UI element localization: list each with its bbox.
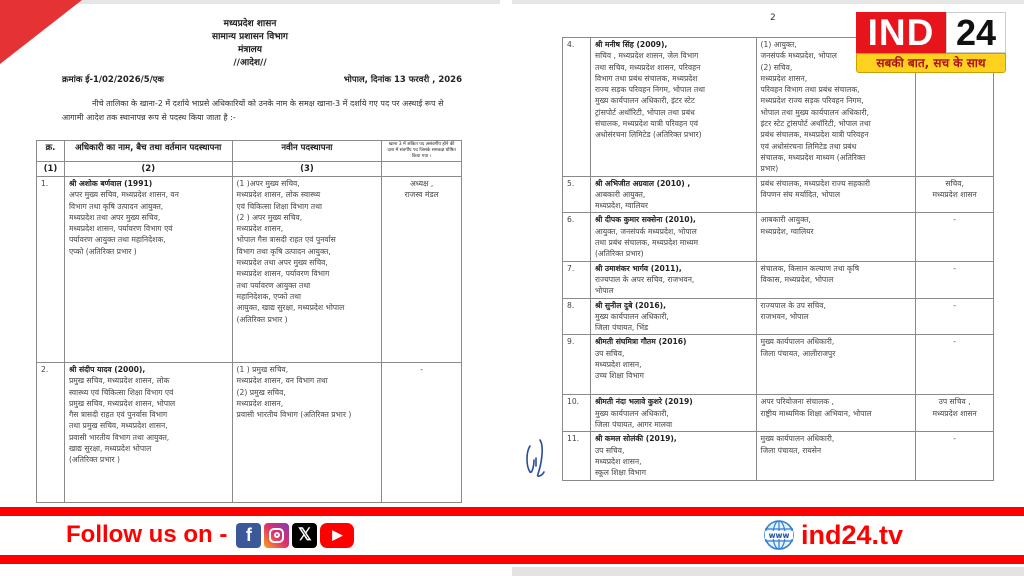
officer-name: श्री संदीप यादव (2000), [68, 365, 146, 374]
officer-name: श्रीमती नंदा भलावे कुशरे (2019) [594, 397, 693, 407]
new-line: परिवहन विभाग तथा प्रबंध संचालक, [760, 85, 860, 95]
new-line: विकास, मध्यप्रदेश, भोपाल [760, 274, 834, 284]
new-line: मुख्य कार्यपालन अधिकारी, [760, 434, 835, 444]
website-url[interactable]: ind24.tv [801, 519, 904, 550]
equiv-line: मध्यप्रदेश शासन [932, 189, 977, 199]
gov-header-line1: मध्यप्रदेश शासन [223, 19, 277, 29]
current-line: मुख्य कार्यपालन अधिकारी, इंटर स्टेट [594, 96, 695, 106]
current-line: सचिव , मध्यप्रदेश शासन, जेल विभाग [594, 51, 699, 61]
row-sno: 7. [563, 261, 591, 298]
row-officer [590, 298, 756, 335]
officer-name: श्री दीपक कुमार सक्सेना (2010), [594, 215, 696, 225]
current-line: मध्यप्रदेश शासन, [594, 456, 642, 466]
colnum-4 [382, 162, 462, 177]
current-line: मध्यप्रदेश शासन, पर्यावरण विभाग एवं [68, 224, 173, 234]
new-line: जनसंपर्क मध्यप्रदेश, भोपाल [760, 51, 837, 61]
colnum-3: (3) [232, 162, 382, 177]
row-equivalent [382, 177, 462, 363]
table-header-row [37, 141, 462, 162]
corner-ribbon [0, 0, 82, 64]
order-reference-row [62, 74, 462, 85]
current-line: प्रमुख सचिव, मध्यप्रदेश शासन, भोपाल [68, 398, 176, 408]
row-equivalent [382, 363, 462, 503]
row-equivalent [916, 395, 994, 432]
table-row [563, 213, 994, 261]
current-line: गैस त्रासदी राहत एवं पुनर्वास विभाग [68, 410, 168, 420]
gov-header-line3: मंत्रालय [237, 45, 262, 55]
order-place-date: भोपाल, दिनांक 13 फरवरी , 2026 [343, 75, 462, 85]
row-new-posting [756, 432, 916, 480]
row-sno: 5. [563, 176, 591, 213]
equiv-line: सचिव, [945, 178, 964, 188]
row-equivalent [916, 213, 994, 261]
officer-name: श्री अभिजीत अग्रवाल (2010) , [594, 178, 691, 188]
current-line: जिला पंचायत, आगर मालवा [594, 420, 673, 430]
page-number: 2 [770, 13, 776, 23]
new-line: जिला पंचायत, रायसेन [760, 445, 822, 455]
officer-name: श्रीमती संघमित्रा गौतम (2016) [594, 337, 687, 347]
instagram-icon[interactable] [264, 523, 289, 548]
current-line: मध्यप्रदेश शासन, [594, 360, 642, 370]
new-line: आबकारी आयुक्त, [760, 215, 811, 225]
current-line: तथा प्रबंध संचालक, मध्यप्रदेश माध्यम [594, 238, 699, 248]
row-equivalent [916, 432, 994, 480]
new-line: मध्यप्रदेश शासन, लोक स्वास्थ्य [236, 190, 321, 200]
current-line: विभाग तथा कृषि उत्पादन आयुक्त, [68, 201, 164, 211]
current-line: उप सचिव, [594, 348, 625, 358]
current-line: ट्रांसपोर्ट अथॉरिटी, भोपाल तथा प्रबंध [594, 107, 695, 117]
equiv-line: मध्यप्रदेश शासन [932, 408, 977, 418]
colnum-1: (1) [37, 162, 65, 177]
new-line: मध्यप्रदेश शासन, [760, 73, 808, 83]
posting-table-page2 [562, 37, 994, 481]
table-row [37, 177, 462, 363]
current-line: राज्य सड़क परिवहन निगम, भोपाल तथा [594, 85, 706, 95]
col-header-sno: क्र. [37, 141, 65, 162]
current-line: (अतिरिक्त प्रभार ) [68, 455, 121, 465]
signature-mark [524, 436, 548, 480]
row-officer [64, 177, 232, 363]
row-new-posting [756, 298, 916, 335]
new-line: राजभवन, भोपाल [760, 311, 809, 321]
col-header-equivalent: खाना 3 में अंकित पद असंवर्गीय होने की दशा में संवर्गीय पद जिसके समकक्ष घोषित किया गया । [382, 141, 462, 162]
row-officer [64, 363, 232, 503]
current-line: अधोसंरचना लिमिटेड (अतिरिक्त प्रभार) [594, 130, 702, 140]
new-line: विभाग तथा कृषि उत्पादन आयुक्त, [236, 246, 331, 256]
table-row [563, 176, 994, 213]
footer-banner [0, 507, 1024, 576]
current-line: प्रमुख सचिव, मध्यप्रदेश शासन, लोक [68, 376, 170, 386]
equiv-line: - [953, 263, 956, 273]
ind24-logo [856, 12, 1006, 72]
row-sno: 10. [563, 395, 591, 432]
current-line: मुख्य कार्यपालन अधिकारी, [594, 311, 669, 321]
current-line: संचालक, मध्यप्रदेश यात्री परिवहन एवं [594, 119, 699, 129]
new-line: भोपाल गैस त्रासदी राहत एवं पुनर्वास [236, 235, 336, 245]
table-row [563, 298, 994, 335]
new-line: मध्यप्रदेश, ग्वालियर [760, 226, 814, 236]
table-row [563, 432, 994, 480]
col-header-officer: अधिकारी का नाम, बैच तथा वर्तमान पदस्थापना [64, 141, 232, 162]
current-line: मध्यप्रदेश तथा अपर मुख्य सचिव, [68, 212, 161, 222]
new-line: अपर परियोजना संचालक , [760, 397, 834, 407]
posting-table-page1 [36, 140, 462, 503]
logo-ind-text: IND [856, 12, 946, 53]
follow-us-text: Follow us on - [66, 521, 228, 548]
current-line: मध्यप्रदेश, ग्वालियर [594, 201, 649, 211]
row-officer [590, 38, 756, 177]
row-new-posting [756, 261, 916, 298]
row-equivalent [916, 176, 994, 213]
svg-text:www: www [768, 531, 790, 540]
new-line: मध्यप्रदेश शासन, वन विभाग तथा [236, 376, 328, 386]
table-row [37, 363, 462, 503]
current-line: एप्को (अतिरिक्त प्रभार ) [68, 246, 137, 256]
new-line: प्रवासी भारतीय विभाग (अतिरिक्त प्रभार ) [236, 410, 352, 420]
row-new-posting [232, 177, 382, 363]
new-line: (अतिरिक्त प्रभार ) [236, 314, 288, 324]
new-line: महानिदेशक, एप्को तथा [236, 291, 302, 301]
table-row [563, 261, 994, 298]
current-line: जिला पंचायत, भिंड [594, 323, 649, 333]
current-line: तथा प्रमुख सचिव, मध्यप्रदेश शासन, [68, 421, 168, 431]
current-line: पर्यावरण आयुक्त तथा महानिदेशक, [68, 235, 166, 245]
current-line: मुख्य कार्यपालन अधिकारी, [594, 408, 669, 418]
equiv-line: अध्यक्ष , [409, 179, 434, 188]
x-icon[interactable]: 𝕏 [292, 523, 317, 548]
row-equivalent [916, 261, 994, 298]
equiv-line: - [420, 365, 424, 374]
officer-name: श्री उमाशंकर भार्गव (2011), [594, 263, 682, 273]
new-line: (2) प्रमुख सचिव, [236, 387, 286, 397]
equiv-line: - [953, 300, 956, 310]
officer-name: श्री सुनील दुबे (2016), [594, 300, 667, 310]
new-line: प्रबंध संचालक, मध्यप्रदेश यात्री परिवहन [760, 130, 869, 140]
row-officer [590, 261, 756, 298]
equiv-line: - [953, 337, 956, 347]
footer-red-bar-bottom [0, 555, 1024, 564]
new-line: आयुक्त, खाद्य सुरक्षा, मध्यप्रदेश भोपाल [236, 303, 345, 313]
row-officer [590, 176, 756, 213]
current-line: उप सचिव, [594, 445, 625, 455]
row-sno: 11. [563, 432, 591, 480]
row-officer [590, 432, 756, 480]
current-line: आबकारी आयुक्त, [594, 189, 646, 199]
row-sno: 4. [563, 38, 591, 177]
row-sno: 9. [563, 335, 591, 395]
current-line: भोपाल [594, 286, 614, 296]
instagram-camera-glyph [269, 528, 284, 543]
new-line: मध्यप्रदेश शासन, [236, 398, 284, 408]
officer-name: श्री मनीष सिंह (2009), [594, 40, 668, 49]
gov-header-line2: सामान्य प्रशासन विभाग [212, 32, 288, 42]
new-line: प्रभार) [760, 164, 779, 174]
new-line: (1 )अपर मुख्य सचिव, [236, 179, 300, 188]
col-header-new-posting: नवीन पदस्थापना [232, 141, 382, 162]
new-line: मध्यप्रदेश राज्य सड़क परिवहन निगम, [760, 96, 864, 106]
row-new-posting [756, 395, 916, 432]
equiv-line: राजस्व मंडल [404, 190, 439, 200]
row-officer [590, 335, 756, 395]
row-new-posting [756, 176, 916, 213]
new-line: (1) आयुक्त, [760, 40, 797, 49]
footer-red-bar-top [0, 507, 1024, 516]
new-line: (1 ) प्रमुख सचिव, [236, 365, 289, 374]
www-globe-icon [763, 519, 795, 551]
new-line: एवं अधोसंरचना लिमिटेड तथा प्रबंध [760, 141, 857, 151]
row-sno: 1. [37, 177, 65, 363]
new-line: संचालक, किसान कल्याण तथा कृषि [760, 263, 860, 273]
follow-us-group [66, 521, 354, 549]
order-intro-paragraph: नीचे तालिका के खाना-2 में दर्शाये भाप्रसे अधिकारियों को उनके नाम के समक्ष खाना-3 में दर्शाये गए पद पर अस्थाई रूप से आगामी आदेश तक स्थानापन्न रूप से पदस्थ किया जाता है :- [62, 99, 444, 122]
current-line: प्रवासी भारतीय विभाग तथा आयुक्त, [68, 432, 170, 442]
website-link[interactable] [763, 519, 903, 551]
logo-tagline: सबकी बात, सच के साथ [856, 53, 1006, 73]
new-line: राज्यपाल के उप सचिव, [760, 300, 826, 310]
current-line: उच्च शिक्षा विभाग [594, 371, 644, 381]
new-line: इंटर स्टेट ट्रांसपोर्ट अथॉरिटी, भोपाल तथा [760, 119, 871, 129]
row-sno: 2. [37, 363, 65, 503]
page-top-edge [20, 0, 500, 4]
order-number: क्रमांक ई-1/02/2026/5/एक [62, 75, 164, 85]
current-line: विभाग तथा प्रबंध संचालक, मध्यप्रदेश [594, 73, 698, 83]
new-line: प्रबंध संचालक, मध्यप्रदेश राज्य सहकारी [760, 178, 871, 188]
row-sno: 8. [563, 298, 591, 335]
row-new-posting [232, 363, 382, 503]
officer-name: श्री कमल सोलंकी (2019), [594, 434, 677, 444]
current-line: (अतिरिक्त प्रभार) [594, 249, 644, 259]
current-line: स्वास्थ्य एवं चिकित्सा शिक्षा विभाग एवं [68, 387, 174, 397]
row-equivalent [916, 335, 994, 395]
current-line: खाद्य सुरक्षा, मध्यप्रदेश भोपाल [68, 444, 152, 454]
current-line: स्कूल शिक्षा विभाग [594, 468, 647, 478]
new-line: मध्यप्रदेश शासन, पर्यावरण विभाग [236, 269, 330, 279]
order-page-1 [0, 0, 500, 512]
new-line: (2) सचिव, [760, 62, 793, 72]
equiv-line: उप सचिव , [938, 397, 971, 407]
equiv-line: - [953, 215, 956, 225]
current-line: आयुक्त, जनसंपर्क मध्यप्रदेश, भोपाल [594, 226, 697, 236]
new-line: राष्ट्रीय माध्यमिक शिक्षा अभियान, भोपाल [760, 408, 872, 418]
equiv-line: - [953, 434, 956, 444]
current-line: राज्यपाल के अपर सचिव, राजभवन, [594, 274, 695, 284]
logo-24-text: 24 [946, 12, 1006, 53]
officer-name: श्री अशोक बर्णवाल (1991) [68, 179, 153, 188]
row-officer [590, 213, 756, 261]
new-line: जिला पंचायत, आलीराजपुर [760, 348, 836, 358]
page-top-edge [512, 0, 1024, 4]
new-line: भोपाल तथा मुख्य कार्यपालन अधिकारी, [760, 107, 870, 117]
new-line: मध्यप्रदेश तथा अपर मुख्य सचिव, [236, 258, 328, 268]
row-equivalent [916, 298, 994, 335]
youtube-icon[interactable]: ▶ [320, 523, 354, 548]
table-colnum-row [37, 162, 462, 177]
new-line: (2 ) अपर मुख्य सचिव, [236, 212, 303, 222]
footer-bottom-strip-right [512, 567, 1024, 576]
current-line: तथा सचिव, मध्यप्रदेश शासन, परिवहन [594, 62, 701, 72]
new-line: तथा पर्यावरण आयुक्त तथा [236, 280, 311, 290]
row-new-posting [756, 335, 916, 395]
colnum-2: (2) [64, 162, 232, 177]
new-line: एवं चिकित्सा शिक्षा विभाग तथा [236, 201, 322, 211]
new-line: मुख्य कार्यपालन अधिकारी, [760, 337, 835, 347]
row-officer [590, 395, 756, 432]
current-line: अपर मुख्य सचिव, मध्यप्रदेश शासन, वन [68, 190, 179, 200]
gov-header-line4: //आदेश// [233, 58, 267, 68]
row-new-posting [756, 213, 916, 261]
row-sno: 6. [563, 213, 591, 261]
new-line: मध्यप्रदेश शासन, [236, 224, 284, 234]
new-line: संचालक, मध्यप्रदेश माध्यम (अतिरिक्त [760, 152, 866, 162]
facebook-icon[interactable]: f [236, 523, 261, 548]
table-row [563, 395, 994, 432]
new-line: विपणन संघ मर्यादित, भोपाल [760, 189, 840, 199]
table-row [563, 335, 994, 395]
